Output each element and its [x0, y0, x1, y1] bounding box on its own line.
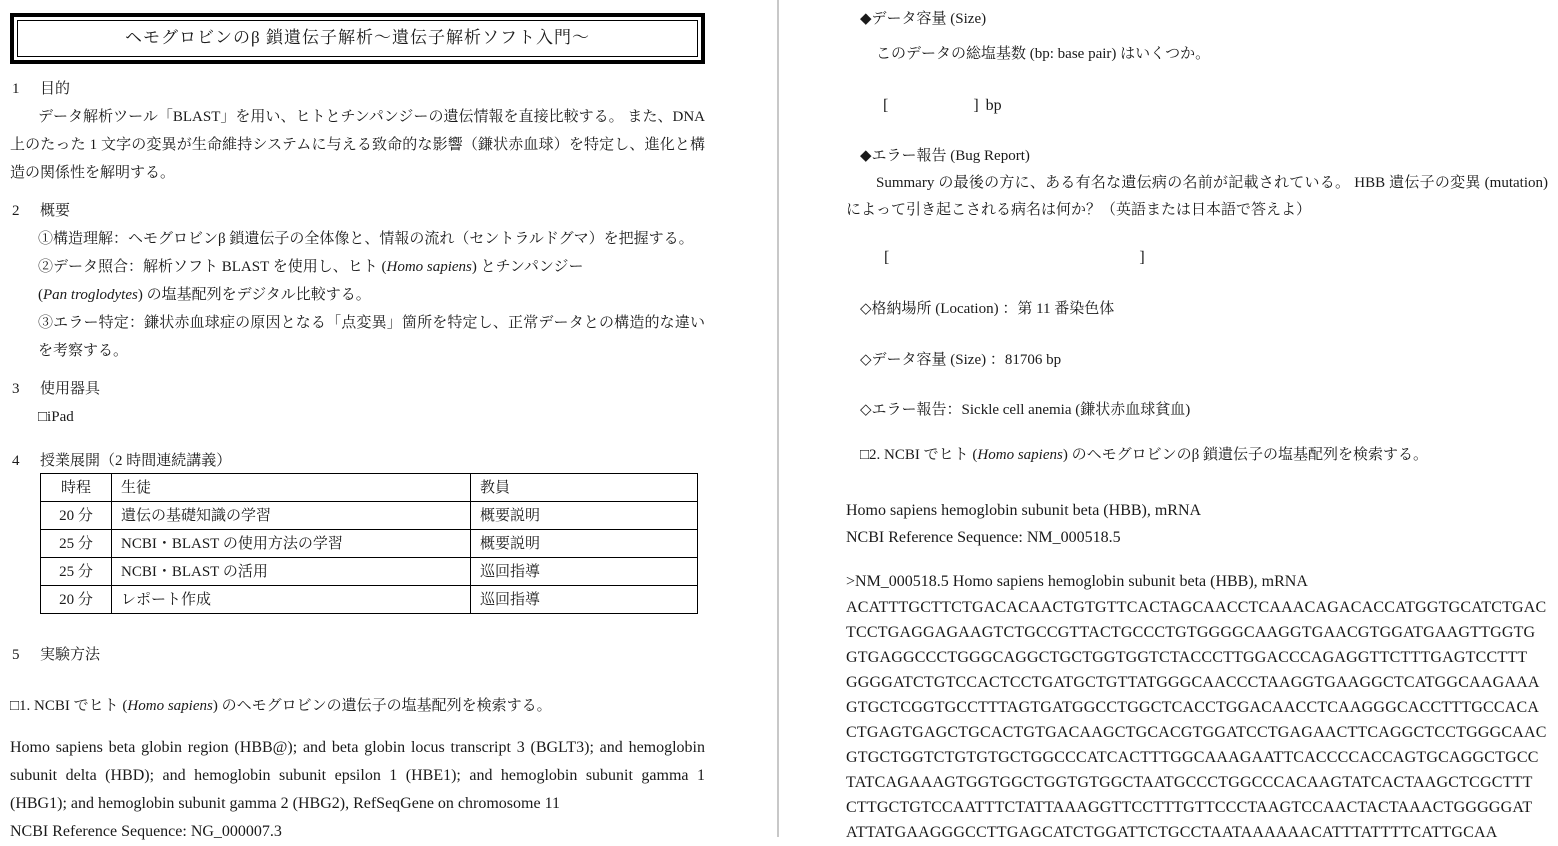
answer-field-size	[883, 92, 1548, 119]
sequence-line: GTGCTCGGTGCCTTTAGTGATGGCCTGGCTCACCTGGACAACCTCAAGGGCACCTTTGCCACA	[846, 699, 1540, 716]
gene-title-line: Homo sapiens hemoglobin subunit beta (HBB), mRNA	[846, 502, 1202, 519]
column-header-student: 生徒	[112, 474, 471, 502]
equipment-item-ipad: □iPad	[38, 409, 74, 425]
sequence-line: GTGAGGCCCTGGGCAGGCTGCTGGTGGTCTACCCTTGGACCCAGAGGTTCTTTGAGTCCTTT	[846, 649, 1528, 666]
section-number: 2	[12, 203, 20, 219]
answer-blank	[889, 261, 1139, 262]
column-header-time: 時程	[41, 474, 112, 502]
table-row	[41, 558, 698, 586]
cell-student: NCBI・BLAST の活用	[112, 558, 471, 586]
section-heading-equipment	[10, 375, 705, 403]
species-name: Homo sapiens	[386, 259, 472, 275]
overview-item-2	[38, 253, 705, 281]
dna-sequence-block	[846, 595, 1548, 845]
sequence-line: TCCTGAGGAGAAGTCTGCCGTTACTGCCCTGTGGGGCAAGGTGAACGTGGATGAAGTTGGTG	[846, 624, 1536, 641]
answer-unit: bp	[985, 97, 1002, 114]
table-row	[41, 586, 698, 614]
cell-time: 20 分	[41, 502, 112, 530]
bracket-open: [	[884, 249, 890, 266]
section-heading-lesson-plan	[10, 449, 705, 473]
species-name: Homo sapiens	[977, 447, 1063, 463]
text-segment: ②データ照合：解析ソフト BLAST を使用し、ヒト (	[38, 259, 387, 275]
overview-item-3: ③エラー特定：鎌状赤血球症の原因となる「点変異」箇所を特定し、正常データとの構造的な違いを考察する。	[38, 315, 705, 359]
ncbi-reference-line: NCBI Reference Sequence: NM_000518.5	[846, 529, 1121, 546]
sequence-line: CTTGCTGTCCAATTTCTATTAAAGGTTCCTTTGTTCCCTAAGTCCAACTACTAAACTGGGGGAT	[846, 799, 1533, 816]
bracket-close: ]	[1139, 249, 1145, 266]
overview-item-2-cont	[38, 281, 705, 309]
section-number: 5	[12, 647, 20, 663]
cell-time: 25 分	[41, 530, 112, 558]
document-title-box	[10, 13, 705, 64]
section-heading-method	[10, 641, 705, 669]
overview-list	[38, 225, 705, 365]
section-number: 4	[12, 453, 20, 469]
table-row	[41, 502, 698, 530]
sequence-line: TATCAGAAAGTGGTGGCTGGTGTGGCTAATGCCCTGGCCCACAAGTATCACTAAGCTCGCTTT	[846, 774, 1533, 791]
cell-teacher: 概要説明	[471, 502, 698, 530]
cell-student: 遺伝の基礎知識の学習	[112, 502, 471, 530]
text-segment: □1. NCBI でヒト (	[10, 698, 128, 714]
question-size-text: このデータの総塩基数 (bp: base pair) はいくつか。	[876, 46, 1211, 62]
purpose-paragraph: データ解析ツール「BLAST」を用い、ヒトとチンパンジーの遺伝情報を直接比較する。 また、DNA 上のたった 1 文字の変異が生命維持システムに与える致命的な影響（鎌状赤血球）を特定し、進化と構造の関係性を解明する。	[10, 109, 705, 181]
cell-time: 20 分	[41, 586, 112, 614]
cell-teacher: 巡回指導	[471, 558, 698, 586]
question-size-heading: ◆データ容量 (Size)	[860, 11, 987, 27]
method-step-2	[860, 442, 1548, 469]
sequence-line: GTGCTGGTCTGTGTGCTGGCCCATCACTTTGGCAAAGAATTCACCCCACCAGTGCAGGCTGCC	[846, 749, 1539, 766]
page-right	[846, 0, 1548, 845]
section-label: 授業展開（2 時間連続講義）	[40, 453, 232, 469]
fasta-header-line: >NM_000518.5 Homo sapiens hemoglobin subunit beta (HBB), mRNA	[846, 573, 1308, 590]
answer-size-line: ◇データ容量 (Size) ：81706 bp	[860, 352, 1062, 368]
text-segment: (	[38, 287, 43, 303]
text-segment: ) の塩基配列をデジタル比較する。	[137, 287, 371, 303]
answer-field-disease	[884, 244, 1548, 271]
search-result-description: Homo sapiens beta globin region (HBB@); and beta globin locus transcript 3 (BGLT3); and hemoglobin subunit delta (HBD); and hemoglobin subunit epsilon 1 (HBE1); and hemoglobin subunit gamma 1 (HBG1); and hemoglobin subunit gamma 2 (HBG2), RefSeqGene on chromosome 11	[10, 739, 705, 812]
section-label: 概要	[40, 203, 71, 219]
cell-student: レポート作成	[112, 586, 471, 614]
cell-student: NCBI・BLAST の使用方法の学習	[112, 530, 471, 558]
text-segment: □2. NCBI でヒト (	[860, 447, 978, 463]
document-title: ヘモグロビンのβ 鎖遺伝子解析～遺伝子解析ソフト入門～	[17, 20, 698, 57]
lesson-plan-table	[40, 473, 698, 614]
species-name: Homo sapiens	[127, 698, 213, 714]
question-bug-heading: ◆エラー報告 (Bug Report)	[860, 148, 1030, 164]
section-label: 目的	[40, 81, 71, 97]
text-segment: ) のヘモグロビンの遺伝子の塩基配列を検索する。	[212, 698, 552, 714]
section-label: 実験方法	[40, 647, 101, 663]
bracket-open: [	[883, 97, 889, 114]
sequence-line: ATTATGAAGGGCCTTGAGCATCTGGATTCTGCCTAATAAAAAACATTTATTTTCATTGCAA	[846, 824, 1498, 841]
page-divider	[777, 0, 779, 837]
answer-location-line: ◇格納場所 (Location) ：第 11 番染色体	[860, 301, 1115, 317]
answer-blank	[888, 109, 973, 110]
species-name: Pan troglodytes	[43, 287, 138, 303]
cell-time: 25 分	[41, 558, 112, 586]
section-heading-overview	[10, 197, 705, 225]
question-bug-text: Summary の最後の方に、ある有名な遺伝病の名前が記載されている。 HBB 遺伝子の変異 (mutation) によって引き起こされる病名は何か？（英語または日本語で答えよ）	[846, 175, 1548, 218]
column-header-teacher: 教員	[471, 474, 698, 502]
sequence-line: ACATTTGCTTCTGACACAACTGTGTTCACTAGCAACCTCAAACAGACACCATGGTGCATCTGAC	[846, 599, 1547, 616]
bracket-close: ]	[973, 97, 979, 114]
cell-teacher: 概要説明	[471, 530, 698, 558]
cell-teacher: 巡回指導	[471, 586, 698, 614]
ncbi-reference-line: NCBI Reference Sequence: NG_000007.3	[10, 823, 282, 840]
text-segment: ) とチンパンジー	[471, 259, 584, 275]
section-label: 使用器具	[40, 381, 101, 397]
section-number: 1	[12, 81, 20, 97]
text-segment: ) のヘモグロビンのβ 鎖遺伝子の塩基配列を検索する。	[1062, 447, 1428, 463]
table-row	[41, 530, 698, 558]
table-header-row	[41, 474, 698, 502]
sequence-line: GGGGATCTGTCCACTCCTGATGCTGTTATGGGCAACCCTAAGGTGAAGGCTCATGGCAAGAAA	[846, 674, 1540, 691]
answer-error-line: ◇エラー報告：Sickle cell anemia (鎌状赤血球貧血)	[860, 402, 1191, 418]
section-heading-purpose	[10, 75, 705, 103]
overview-item-1: ①構造理解：ヘモグロビンβ 鎖遺伝子の全体像と、情報の流れ（セントラルドグマ）を把握する。	[38, 231, 694, 247]
method-step-1	[10, 692, 705, 720]
page-left	[10, 0, 705, 846]
section-number: 3	[12, 381, 20, 397]
sequence-line: CTGAGTGAGCTGCACTGTGACAAGCTGCACGTGGATCCTGAGAACTTCAGGCTCCTGGGCAAC	[846, 724, 1547, 741]
